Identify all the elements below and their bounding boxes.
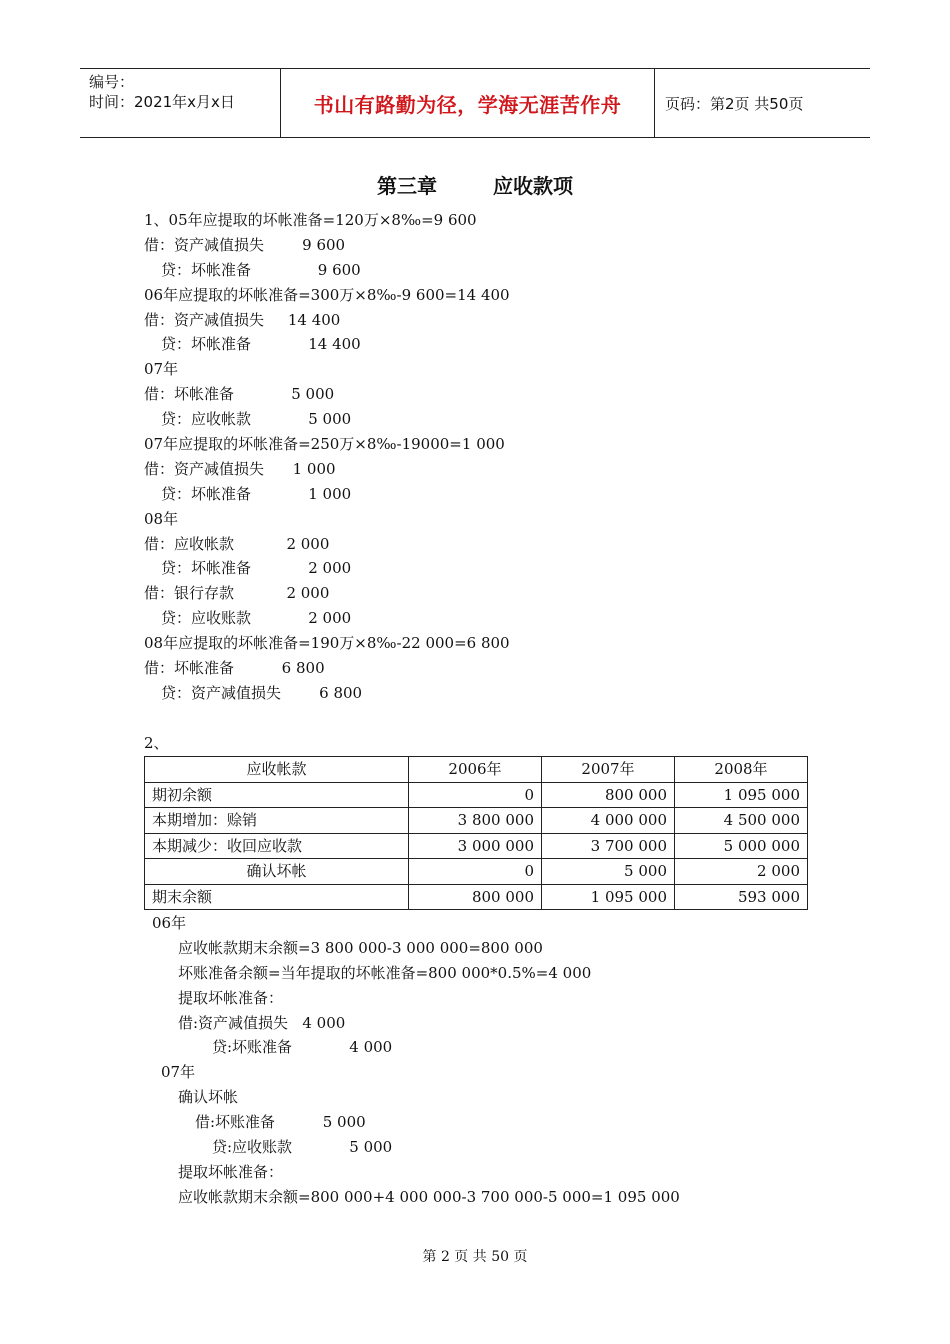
journal-line: 06年应提取的坏帐准备=300万×8‰-9 600=14 400 bbox=[144, 285, 510, 304]
column-header: 应收帐款 bbox=[145, 757, 409, 783]
table-row bbox=[145, 884, 808, 910]
table-cell: 3 800 000 bbox=[409, 808, 542, 834]
table-row bbox=[145, 782, 808, 808]
table-cell: 0 bbox=[409, 859, 542, 885]
table-cell: 4 000 000 bbox=[542, 808, 675, 834]
journal-line: 确认坏帐 bbox=[178, 1088, 239, 1107]
table-cell: 800 000 bbox=[542, 782, 675, 808]
journal-line: 贷：应收账款 2 000 bbox=[161, 609, 352, 628]
section-1-entries bbox=[144, 208, 510, 756]
journal-line: 贷:应收账款 5 000 bbox=[212, 1138, 393, 1157]
row-label: 本期减少：收回应收款 bbox=[145, 833, 409, 859]
chapter-topic: 应收款项 bbox=[493, 174, 573, 198]
table-header-row bbox=[145, 757, 808, 783]
journal-line: 08年 bbox=[144, 509, 179, 528]
journal-line: 借：资产减值损失 9 600 bbox=[144, 235, 346, 254]
serial-label: 编号： bbox=[89, 73, 135, 91]
journal-line: 应收帐款期末余额=3 800 000-3 000 000=800 000 bbox=[178, 938, 543, 957]
journal-line: 贷：坏帐准备 2 000 bbox=[161, 559, 352, 578]
section-2-entries bbox=[144, 911, 680, 1210]
column-header: 2008年 bbox=[675, 757, 808, 783]
table-cell: 0 bbox=[409, 782, 542, 808]
table-cell: 800 000 bbox=[409, 884, 542, 910]
column-header: 2006年 bbox=[409, 757, 542, 783]
journal-line: 提取坏帐准备： bbox=[178, 1162, 284, 1181]
journal-line: 借：坏帐准备 5 000 bbox=[144, 385, 335, 404]
journal-line: 贷：坏帐准备 1 000 bbox=[161, 484, 352, 503]
receivables-table bbox=[144, 756, 808, 910]
journal-line: 贷：坏帐准备 9 600 bbox=[161, 260, 361, 279]
journal-line: 借：坏帐准备 6 800 bbox=[144, 659, 325, 678]
table-cell: 593 000 bbox=[675, 884, 808, 910]
journal-line: 贷:坏账准备 4 000 bbox=[212, 1038, 393, 1057]
table-cell: 2 000 bbox=[675, 859, 808, 885]
journal-line bbox=[144, 706, 510, 731]
table-cell: 4 500 000 bbox=[675, 808, 808, 834]
journal-line: 06年 bbox=[152, 914, 187, 932]
header-page-label: 页码：第2页 共50页 bbox=[665, 94, 804, 113]
row-label: 期末余额 bbox=[145, 884, 409, 910]
journal-line: 07年应提取的坏帐准备=250万×8‰-19000=1 000 bbox=[144, 435, 505, 454]
journal-line: 借：资产减值损失 14 400 bbox=[144, 310, 341, 329]
journal-line: 贷：坏帐准备 14 400 bbox=[161, 335, 361, 354]
table-cell: 1 095 000 bbox=[675, 782, 808, 808]
journal-line: 提取坏帐准备： bbox=[178, 988, 284, 1007]
journal-line: 1、05年应提取的坏帐准备=120万×8‰=9 600 bbox=[144, 211, 477, 229]
page-footer: 第 2 页 共 50 页 bbox=[422, 1249, 528, 1265]
journal-line: 借:坏账准备 5 000 bbox=[195, 1113, 366, 1132]
table-row bbox=[145, 808, 808, 834]
row-label: 确认坏帐 bbox=[145, 859, 409, 885]
table-cell: 3 000 000 bbox=[409, 833, 542, 859]
journal-line: 2、 bbox=[144, 733, 169, 752]
table-cell: 1 095 000 bbox=[542, 884, 675, 910]
journal-line: 07年 bbox=[144, 360, 179, 379]
journal-line: 07年 bbox=[161, 1063, 196, 1082]
journal-line: 借:资产减值损失 4 000 bbox=[178, 1013, 346, 1032]
column-header: 2007年 bbox=[542, 757, 675, 783]
row-label: 期初余额 bbox=[145, 782, 409, 808]
document-header bbox=[80, 68, 870, 138]
table-cell: 3 700 000 bbox=[542, 833, 675, 859]
chapter-title bbox=[0, 170, 950, 199]
journal-line: 借：银行存款 2 000 bbox=[144, 584, 330, 603]
header-motto: 书山有路勤为径，学海无涯苦作舟 bbox=[281, 69, 655, 137]
journal-line: 借：应收帐款 2 000 bbox=[144, 534, 330, 553]
journal-line: 借：资产减值损失 1 000 bbox=[144, 459, 336, 478]
table-cell: 5 000 bbox=[542, 859, 675, 885]
table-row bbox=[145, 859, 808, 885]
date-label: 时间：2021年x月x日 bbox=[89, 93, 235, 111]
journal-line: 应收帐款期末余额=800 000+4 000 000-3 700 000-5 000=1 095 000 bbox=[178, 1187, 680, 1206]
journal-line: 贷：应收帐款 5 000 bbox=[161, 410, 352, 429]
chapter-number: 第三章 bbox=[377, 174, 437, 198]
journal-line: 08年应提取的坏帐准备=190万×8‰-22 000=6 800 bbox=[144, 634, 510, 653]
row-label: 本期增加：赊销 bbox=[145, 808, 409, 834]
journal-line: 贷：资产减值损失 6 800 bbox=[161, 683, 363, 702]
table-cell: 5 000 000 bbox=[675, 833, 808, 859]
journal-line: 坏账准备余额=当年提取的坏帐准备=800 000*0.5%=4 000 bbox=[178, 963, 592, 982]
table-row bbox=[145, 833, 808, 859]
header-meta bbox=[80, 69, 281, 137]
